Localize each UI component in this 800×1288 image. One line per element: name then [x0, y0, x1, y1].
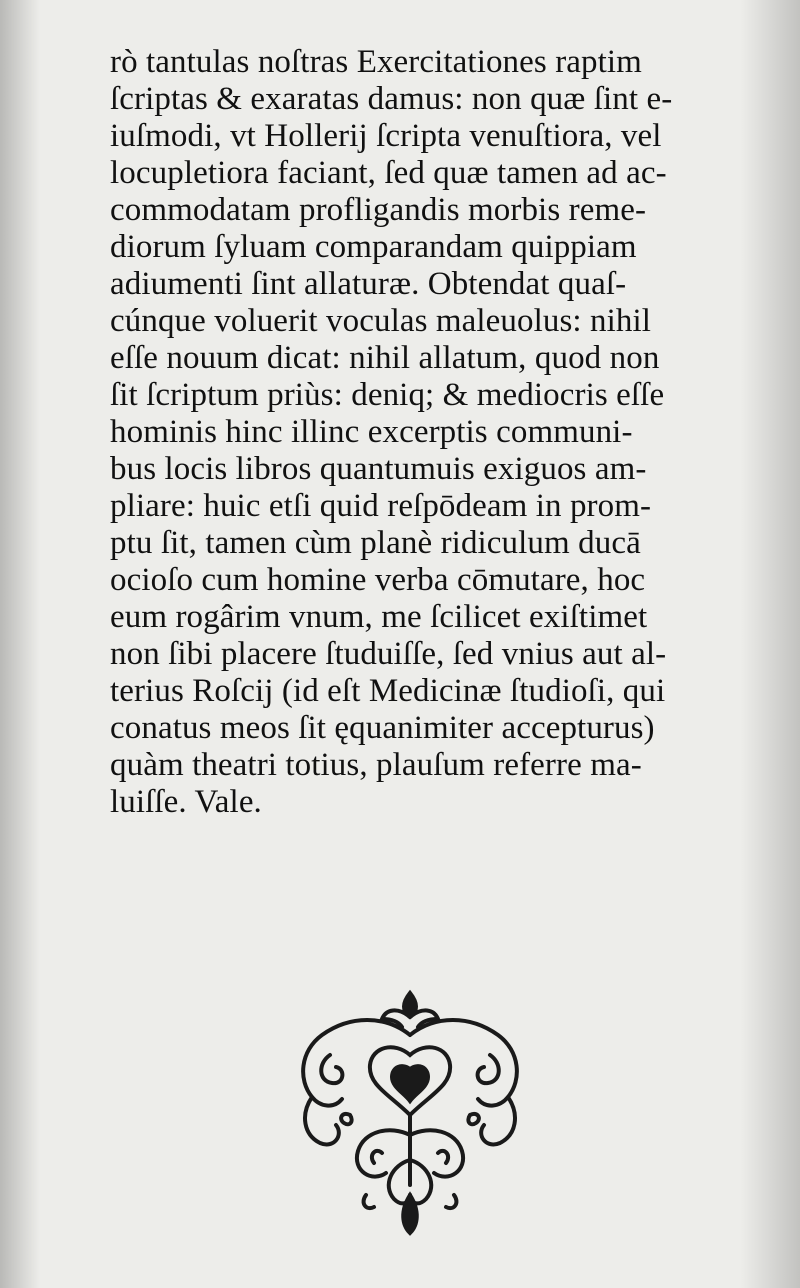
text-line: eum rogârim vnum, me ſcilicet exiſtimet: [110, 599, 648, 635]
text-line: adiumenti ſint allaturæ. Obtendat quaſ-: [110, 266, 627, 302]
text-line: iuſmodi, vt Hollerij ſcripta venuſtiora, vel: [110, 118, 662, 154]
text-line: ptu ſit, tamen cùm planè ridiculum ducā: [110, 525, 641, 561]
text-line: conatus meos ſit ęquanimiter accepturus): [110, 710, 655, 746]
text-line: ſcriptas & exaratas damus: non quæ ſint e-: [110, 81, 673, 117]
text-line: commodatam profligandis morbis reme-: [110, 192, 647, 228]
fleuron-ornament-icon: [290, 985, 530, 1240]
text-line: rò tantulas noſtras Exercitationes raptim: [110, 44, 642, 80]
text-line: luiſſe. Vale.: [110, 784, 262, 820]
page-gutter-shadow: [0, 0, 40, 1288]
text-line: non ſibi placere ſtuduiſſe, ſed vnius aut al-: [110, 636, 667, 672]
text-line: ſit ſcriptum priùs: deniq; & mediocris eſſe: [110, 377, 665, 413]
text-line: locupletiora faciant, ſed quæ tamen ad ac-: [110, 155, 667, 191]
text-line: bus locis libros quantumuis exiguos am-: [110, 451, 647, 487]
text-line: terius Roſcij (id eſt Medicinæ ſtudioſi, qui: [110, 673, 666, 709]
text-line: ocioſo cum homine verba cōmutare, hoc: [110, 562, 646, 598]
text-line: cúnque voluerit voculas maleuolus: nihil: [110, 303, 652, 339]
text-line: hominis hinc illinc excerptis communi-: [110, 414, 633, 450]
text-line: quàm theatri totius, plauſum referre ma-: [110, 747, 642, 783]
body-text: [110, 44, 725, 821]
text-line: eſſe nouum dicat: nihil allatum, quod non: [110, 340, 660, 376]
page-edge-shadow: [740, 0, 800, 1288]
text-line: diorum ſyluam comparandam quippiam: [110, 229, 637, 265]
text-line: pliare: huic etſi quid reſpōdeam in prom-: [110, 488, 652, 524]
